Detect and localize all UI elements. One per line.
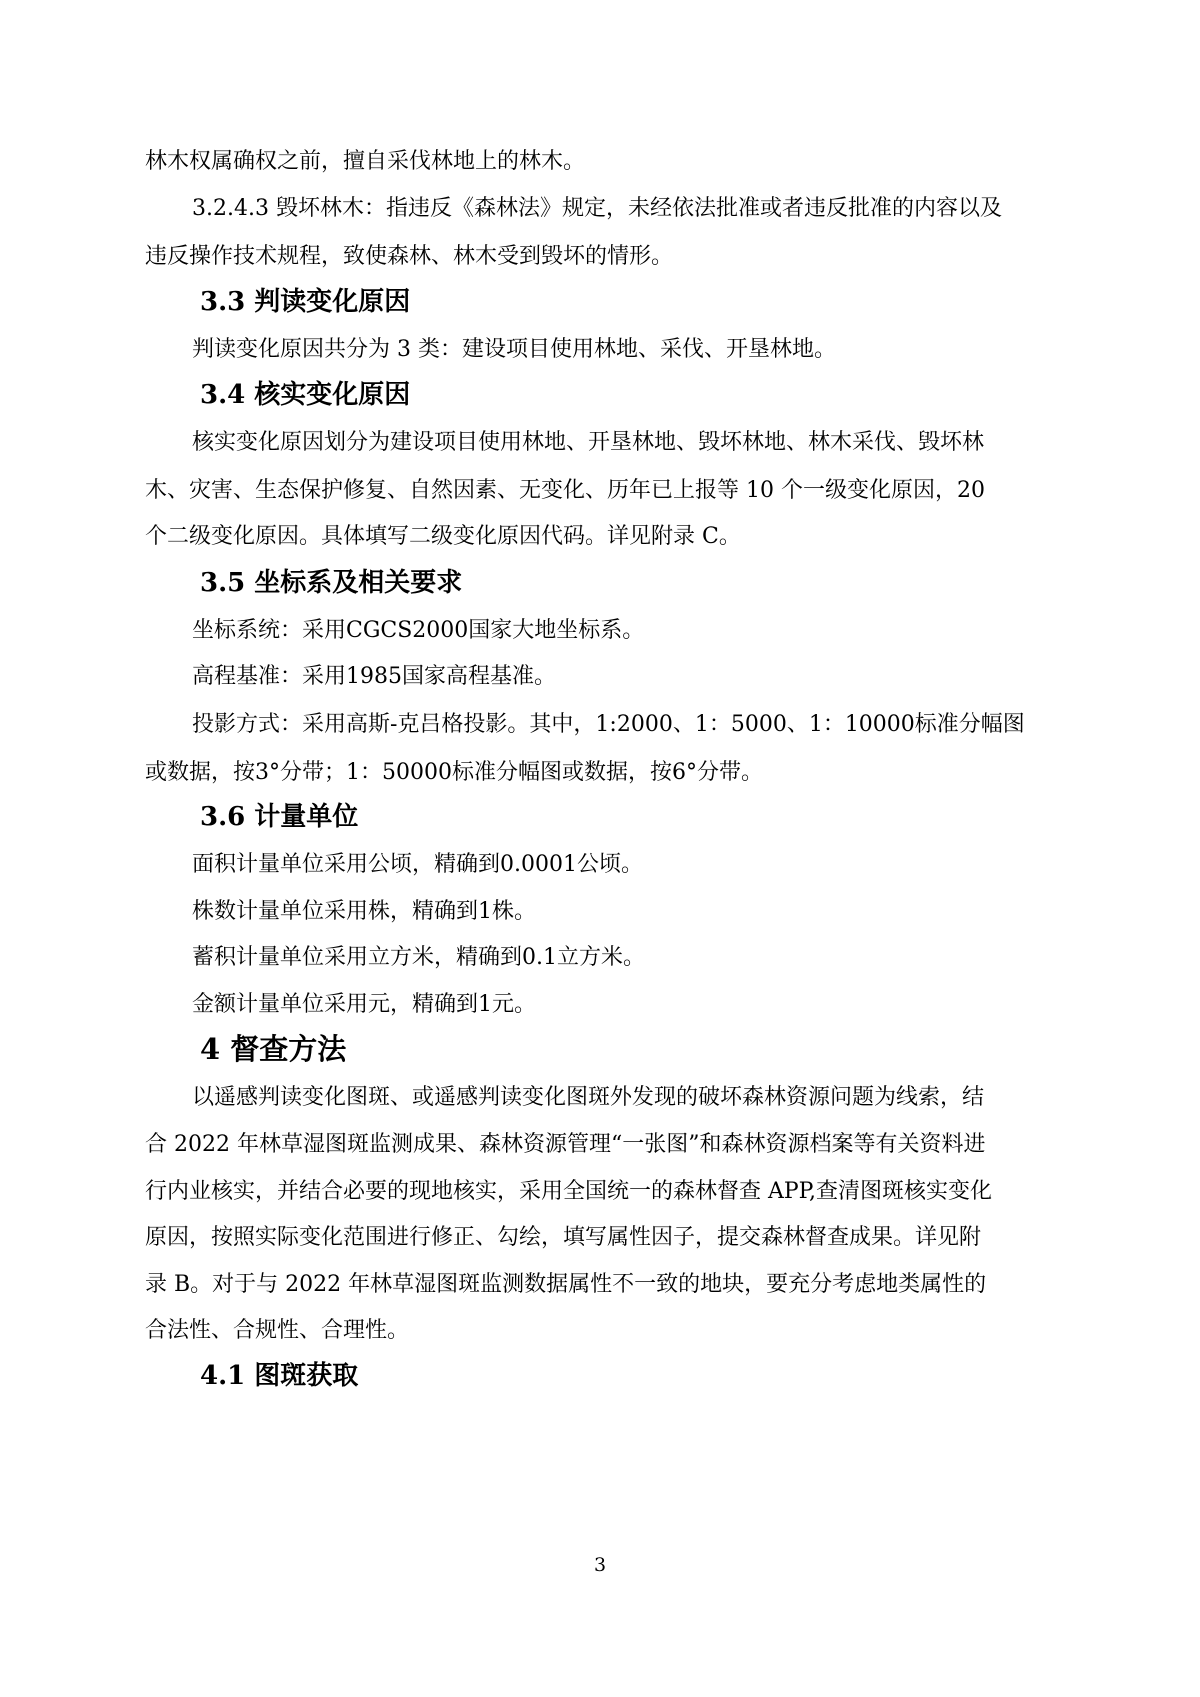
chapter-heading-4: 4 督查方法 bbox=[200, 1032, 347, 1066]
paragraph-line: 蓄积计量单位采用立方米，精确到0.1立方米。 bbox=[192, 945, 645, 970]
paragraph-line: 木、灾害、生态保护修复、自然因素、无变化、历年已上报等 10 个一级变化原因，20 bbox=[145, 478, 985, 503]
paragraph-line: 林木权属确权之前，擅自采伐林地上的林木。 bbox=[145, 149, 586, 174]
paragraph-line: 个二级变化原因。具体填写二级变化原因代码。详见附录 C。 bbox=[145, 524, 741, 549]
paragraph-line: 录 B。对于与 2022 年林草湿图斑监测数据属性不一致的地块，要充分考虑地类属性的 bbox=[145, 1272, 987, 1297]
paragraph-line: 3.2.4.3 毁坏林木：指违反《森林法》规定，未经依法批准或者违反批准的内容以及 bbox=[192, 196, 1002, 221]
section-heading-3-5: 3.5 坐标系及相关要求 bbox=[200, 568, 463, 598]
paragraph-line: 高程基准：采用1985国家高程基准。 bbox=[192, 664, 556, 689]
paragraph-line: 株数计量单位采用株，精确到1株。 bbox=[192, 899, 536, 924]
section-heading-3-3: 3.3 判读变化原因 bbox=[200, 287, 411, 317]
paragraph-line: 或数据，按3°分带；1：50000标准分幅图或数据，按6°分带。 bbox=[145, 760, 763, 785]
paragraph-line: 合 2022 年林草湿图斑监测成果、森林资源管理“一张图”和森林资源档案等有关资料进 bbox=[145, 1132, 986, 1157]
paragraph-line: 原因，按照实际变化范围进行修正、勾绘，填写属性因子，提交森林督查成果。详见附 bbox=[145, 1225, 982, 1250]
paragraph-line: 金额计量单位采用元，精确到1元。 bbox=[192, 992, 536, 1017]
paragraph-line: 核实变化原因划分为建设项目使用林地、开垦林地、毁坏林地、林木采伐、毁坏林 bbox=[192, 430, 985, 455]
paragraph-line: 判读变化原因共分为 3 类：建设项目使用林地、采伐、开垦林地。 bbox=[192, 337, 836, 362]
paragraph-line: 行内业核实，并结合必要的现地核实，采用全国统一的森林督查 APP,查清图斑核实变化 bbox=[145, 1179, 993, 1204]
paragraph-line: 以遥感判读变化图斑、或遥感判读变化图斑外发现的破坏森林资源问题为线索，结 bbox=[192, 1085, 985, 1110]
paragraph-line: 坐标系统：采用CGCS2000国家大地坐标系。 bbox=[192, 618, 645, 643]
paragraph-line: 投影方式：采用高斯-克吕格投影。其中，1:2000、1：5000、1：10000标准分幅图 bbox=[192, 712, 1025, 737]
paragraph-line: 违反操作技术规程，致使森林、林木受到毁坏的情形。 bbox=[145, 244, 674, 269]
page-number: 3 bbox=[593, 1554, 607, 1576]
paragraph-line: 面积计量单位采用公顷，精确到0.0001公顷。 bbox=[192, 852, 643, 877]
section-heading-3-6: 3.6 计量单位 bbox=[200, 802, 359, 832]
section-heading-3-4: 3.4 核实变化原因 bbox=[200, 380, 411, 410]
section-heading-4-1: 4.1 图斑获取 bbox=[200, 1361, 359, 1391]
paragraph-line: 合法性、合规性、合理性。 bbox=[145, 1318, 410, 1343]
